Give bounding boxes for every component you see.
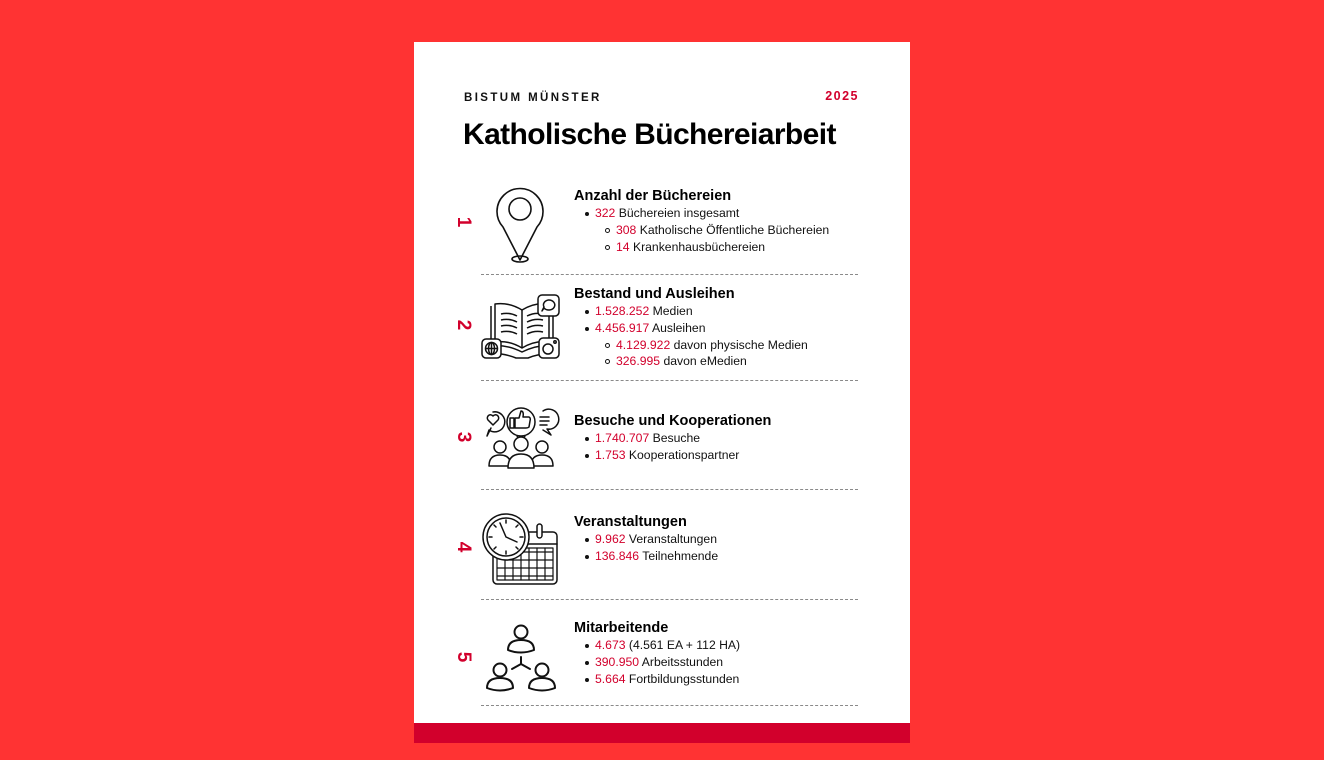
section-number: 3 xyxy=(453,431,474,443)
section-divider xyxy=(481,705,858,706)
section-divider xyxy=(481,599,858,600)
section-content xyxy=(574,285,808,370)
section-heading: Mitarbeitende xyxy=(574,620,669,636)
list-subitem xyxy=(574,353,808,370)
item-text: Teilnehmende xyxy=(639,548,719,563)
list-subitem xyxy=(574,222,829,239)
open-book-media-icon xyxy=(481,294,563,360)
section-heading: Bestand und Ausleihen xyxy=(574,286,735,302)
list-item xyxy=(574,447,771,464)
page-title: Katholische Büchereiarbeit xyxy=(463,118,836,151)
item-value: 308 xyxy=(616,222,637,237)
section-content xyxy=(574,412,771,464)
section-heading: Anzahl der Büchereien xyxy=(574,188,732,204)
item-text: Kooperationspartner xyxy=(625,447,740,462)
item-text: Arbeitsstunden xyxy=(639,654,724,669)
list-item xyxy=(574,671,740,688)
list-item xyxy=(574,320,808,337)
section-content xyxy=(574,187,829,255)
list-subitem xyxy=(574,337,808,354)
item-value: 9.962 xyxy=(595,532,626,546)
section-content xyxy=(574,619,740,687)
list-item xyxy=(574,430,771,447)
item-value: 326.995 xyxy=(616,354,661,369)
list-item xyxy=(574,205,829,222)
item-text: Krankenhausbüchereien xyxy=(629,239,766,254)
item-value: 5.664 xyxy=(595,671,626,686)
map-pin-icon xyxy=(481,185,557,265)
item-value: 1.528.252 xyxy=(595,304,650,318)
section-number: 5 xyxy=(453,651,474,663)
item-value: 14 xyxy=(616,239,630,254)
item-text: Medien xyxy=(649,304,693,318)
item-text: Fortbildungsstunden xyxy=(625,671,740,686)
section-divider xyxy=(481,274,858,275)
item-text: Büchereien insgesamt xyxy=(615,206,740,220)
section-heading: Besuche und Kooperationen xyxy=(574,413,772,429)
clock-calendar-icon xyxy=(481,512,561,586)
item-text: Veranstaltungen xyxy=(625,532,717,546)
team-network-icon xyxy=(481,620,561,694)
item-value: 1.740.707 xyxy=(595,431,650,445)
section-divider xyxy=(481,380,858,381)
item-value: 4.456.917 xyxy=(595,320,650,335)
item-value: 4.129.922 xyxy=(616,337,671,352)
list-item xyxy=(574,303,808,320)
section-content xyxy=(574,513,718,565)
infographic-card xyxy=(414,42,910,723)
footer-bar xyxy=(414,723,910,743)
item-text: davon eMedien xyxy=(660,354,747,369)
list-subitem xyxy=(574,239,829,256)
item-text: Katholische Öffentliche Büchereien xyxy=(636,222,830,237)
section-number: 2 xyxy=(453,319,474,331)
section-divider xyxy=(481,489,858,490)
item-value: 322 xyxy=(595,206,616,220)
section-heading: Veranstaltungen xyxy=(574,514,687,530)
item-value: 1.753 xyxy=(595,447,626,462)
list-item xyxy=(574,637,740,654)
list-item xyxy=(574,654,740,671)
list-item xyxy=(574,548,718,565)
item-text: Besuche xyxy=(649,431,701,445)
item-text: davon physische Medien xyxy=(670,337,808,352)
year-label: 2025 xyxy=(825,89,859,103)
list-item xyxy=(574,531,718,548)
item-text: (4.561 EA + 112 HA) xyxy=(625,638,741,652)
item-value: 4.673 xyxy=(595,638,626,652)
item-value: 136.846 xyxy=(595,548,640,563)
item-text: Ausleihen xyxy=(649,320,706,335)
kicker-label: BISTUM MÜNSTER xyxy=(464,92,602,104)
community-feedback-icon xyxy=(481,406,561,472)
section-number: 1 xyxy=(453,216,474,228)
section-number: 4 xyxy=(453,541,474,553)
item-value: 390.950 xyxy=(595,654,640,669)
